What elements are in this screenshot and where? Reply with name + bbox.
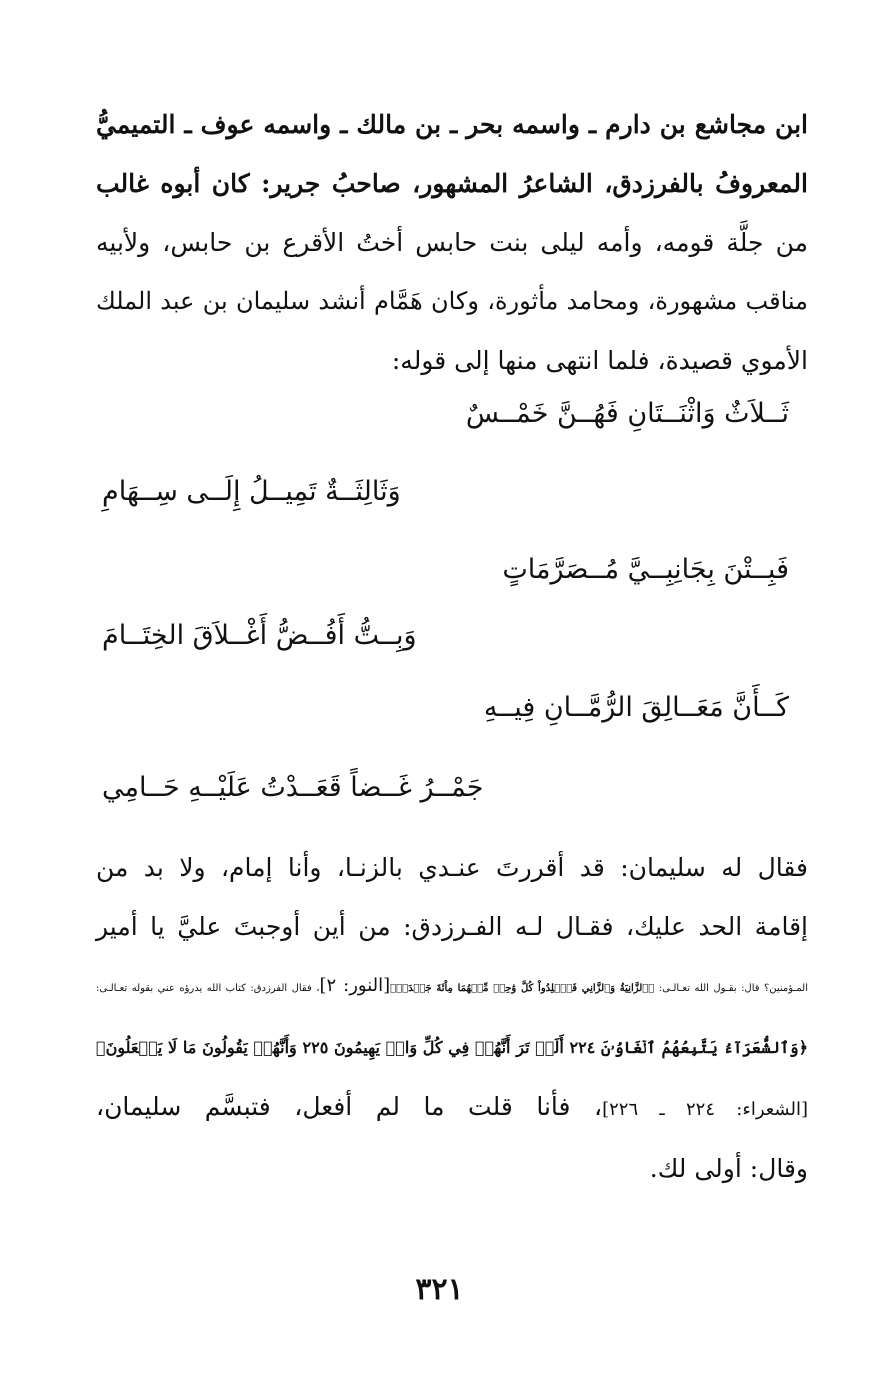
paragraph-line: المعروفُ بالفرزدق، الشاعرُ المشهور، صاحبُ جرير: كان أبوه غالب: [96, 169, 808, 198]
narrative-paragraph: [96, 838, 808, 1198]
poem-verse: وَثَالِثَــةٌ تَمِيــلُ إِلَــى سِــهَامِ: [102, 476, 401, 507]
poem-verse: جَمْــرُ غَــضاً قَعَــدْتُ عَلَيْــهِ حَــامِي: [102, 772, 484, 803]
paragraph-line: فقال له سليمان: قد أقررتَ عنـدي بالزنـا، وأنا إمام، ولا بد من: [96, 853, 808, 882]
paragraph-line: من جلَّة قومه، وأمه ليلى بنت حابس أختُ الأقرع بن حابس، ولأبيه: [96, 228, 808, 257]
paragraph-line: [96, 956, 808, 1018]
paragraph-line: مناقب مشهورة، ومحامد مأثورة، وكان هَمَّام أنشد سليمان بن عبد الملك: [96, 287, 808, 315]
paragraph-text: المـؤمنين؟ قال: بقـول الله تعـالـى:: [658, 983, 808, 994]
biography-paragraph: [96, 95, 808, 390]
quran-reference: [الشعراء: ٢٢٤ ـ ٢٢٦]: [602, 1099, 809, 1120]
paragraph-line: وقال: أولى لك.: [649, 1154, 808, 1183]
poem-verse: وَبِــتُّ أَفُــضُّ أَغْــلاَقَ الخِتَــامَ: [102, 620, 417, 651]
poem-verse: فَبِــتْنَ بِجَانِبِــيَّ مُــصَرَّمَاتٍ: [502, 554, 789, 585]
paragraph-line: الأموي قصيدة، فلما انتهى منها إلى قوله:: [391, 346, 808, 375]
quran-reference: [النور: ٢]: [319, 975, 391, 996]
paragraph-line: [96, 1018, 808, 1077]
paragraph-text: ، فأنا قلت ما لم أفعل، فتبسَّم سليمان،: [96, 1092, 603, 1121]
poem-verse: ثَــلاَثٌ وَاثْنَــتَانِ فَهُــنَّ خَمْــسٌ: [465, 398, 789, 429]
poem-verse: كَــأَنَّ مَعَــالِقَ الرُّمَّــانِ فِيــهِ: [483, 692, 789, 723]
quran-verse: ﴿ٱلزَّانِيَةُ وَٱلزَّانِي فَٱجۡلِدُواْ كُلَّ وَٰحِدٖ مِّنۡهُمَا مِاْئَةَ جَلۡدَةٖ﴾: [390, 983, 655, 994]
paragraph-line: [96, 1077, 808, 1139]
page-number: ٣٢١: [415, 1272, 464, 1307]
paragraph-text: ، فقال الفرزدق: كتاب الله يدرؤه عني بقوله تعـالـى:: [96, 983, 320, 994]
paragraph-line: ابن مجاشع بن دارم ـ واسمه بحر ـ بن مالك ـ واسمه عوف ـ التميميُّ: [96, 110, 808, 139]
quran-verse: ﴿وَٱلشُّعَرَآءُ يَتَّبِعُهُمُ ٱلۡغَاوُۥنَ ٢٢٤ أَلَمۡ تَرَ أَنَّهُمۡ فِي كُلِّ وَادٖ يَهِيمُونَ ٢٢٥ وَأَنَّهُمۡ يَقُولُونَ مَا لَا يَفۡعَلُونَ﴾: [96, 1038, 808, 1057]
paragraph-line: إقامة الحد عليك، فقـال لـه الفـرزدق: من أين أوجبتَ عليَّ يا أمير: [96, 912, 808, 941]
